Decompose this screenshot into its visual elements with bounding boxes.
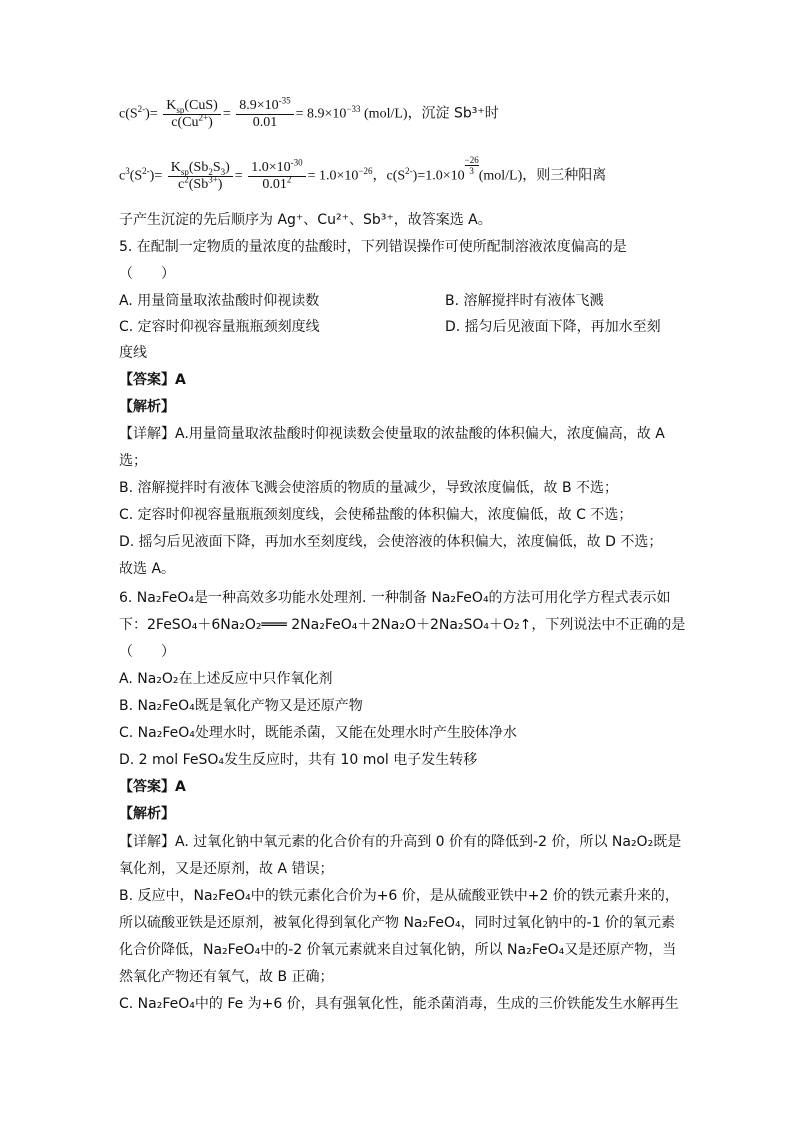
eq1-lhs-sup: 2- xyxy=(137,104,146,115)
q5-detail-4: C. 定容时仰视容量瓶瓶颈刻度线，会使稀盐酸的体积偏大，浓度偏低，故 C 不选； xyxy=(119,507,633,523)
eq2-ksp-sub: sp xyxy=(180,166,189,177)
q6-detail-1: 【详解】A. 过氧化钠中氧元素的化合价有的升高到 0 价有的降低到-2 价，所以 Na₂O₂既是 xyxy=(119,834,682,850)
eq2-c2-sup: 2- xyxy=(405,166,413,176)
eq2-tail: ，则三种阳离 xyxy=(522,167,607,184)
eq2-val-den: 0.01 xyxy=(262,176,287,192)
q6-analysis-label: 【解析】 xyxy=(119,806,175,822)
eq2-exponent-frac: $\frac{-26}{3}$ xyxy=(464,155,479,176)
eq2-comma: ， xyxy=(372,167,387,184)
eq1-equals: = xyxy=(222,106,231,122)
eq1-tail: ，沉淀 Sb³⁺时 xyxy=(407,105,499,122)
eq1-ksp-sub: sp xyxy=(176,104,185,115)
q5-option-a: A. 用量筒量取浓盐酸时仰视读数 xyxy=(119,293,320,309)
eq1-frac-values xyxy=(236,95,293,131)
eq2-frac-ksp xyxy=(168,160,233,193)
q5-detail-5: D. 摇匀后见液面下降，再加水至刻度线，会使溶液的体积偏大，浓度偏低，故 D 不选； xyxy=(119,534,663,550)
eq2-val-num-sup: -30 xyxy=(290,157,303,168)
eq2-ksp-sub3: 3 xyxy=(220,166,226,177)
eq2-lhs-sup: 3 xyxy=(125,166,130,176)
eq2-lhs-end: )= xyxy=(149,168,163,184)
q6-detail-4: 所以硫酸亚铁是还原剂，被氧化得到氧化产物 Na₂FeO₄，同时过氧化钠中的-1 价的氧元素 xyxy=(119,915,676,931)
eq2-lhs-paren: (S xyxy=(129,168,143,184)
q5-detail-6: 故选 A。 xyxy=(119,561,176,577)
eq2-lhs-paren-sup: 2- xyxy=(142,166,150,176)
q6-option-a: A. Na₂O₂在上述反应中只作氧化剂 xyxy=(119,671,333,687)
q6-option-b: B. Na₂FeO₄既是氧化产物又是还原产物 xyxy=(119,698,363,714)
eq2-den: c xyxy=(178,176,185,192)
eq2-c2: c(S xyxy=(386,168,406,184)
eq2-exp-den: 3 xyxy=(465,165,479,176)
eq2-equals: = xyxy=(234,168,243,184)
q6-option-d: D. 2 mol FeSO₄发生反应时，共有 10 mol 电子发生转移 xyxy=(119,752,478,768)
eq1-unit: (mol/L) xyxy=(360,106,408,122)
eq1-den-end: ) xyxy=(208,115,213,130)
eq1-val-den: 0.01 xyxy=(252,115,278,130)
q5-stem: 5. 在配制一定物质的量浓度的盐酸时，下列错误操作可使所配制溶液浓度偏高的是 xyxy=(119,239,627,255)
q5-option-c: C. 定容时仰视容量瓶瓶颈刻度线 xyxy=(119,319,320,335)
q6-stem-2: 下：2FeSO₄＋6Na₂O₂═══ 2Na₂FeO₄＋2Na₂O＋2Na₂SO₄＋O₂↑，下列说法中不正确的是 xyxy=(119,617,686,633)
q6-stem-1: 6. Na₂FeO₄是一种高效多功能水处理剂. 一种制备 Na₂FeO₄的方法可用化学方程式表示如 xyxy=(119,590,671,606)
eq2-c2-end: )=1.0×10 xyxy=(412,168,465,184)
q6-answer: 【答案】A xyxy=(119,779,186,795)
eq1-result: = 8.9×10 xyxy=(295,106,347,122)
q6-detail-7: C. Na₂FeO₄中的 Fe 为+6 价，具有强氧化性，能杀菌消毒，生成的三价铁能发生水解再生 xyxy=(119,996,679,1012)
eq1-lhs-end: )= xyxy=(145,106,158,122)
eq2-result-sup: −26 xyxy=(358,166,373,176)
eq1-den: c(Cu xyxy=(171,115,199,130)
q5-option-d-cont: 度线 xyxy=(119,345,147,361)
eq2-val-num: 1.0×10 xyxy=(251,159,291,175)
eq1-result-sup: −33 xyxy=(346,104,361,115)
q5-blank: （ ） xyxy=(119,266,175,282)
q6-option-c: C. Na₂FeO₄处理水时，既能杀菌，又能在处理水时产生胶体净水 xyxy=(119,725,517,741)
eq2-frac-values xyxy=(248,157,305,193)
eq2-ksp-end: ) xyxy=(225,159,230,175)
eq2-exp-num: 26 xyxy=(469,155,479,165)
eq1-val-num: 8.9×10 xyxy=(239,98,279,113)
eq2-den-sup: 2 xyxy=(184,174,189,185)
eq1-frac-ksp xyxy=(163,98,221,131)
eq1-ksp-paren: (CuS) xyxy=(184,98,218,113)
eq2-ksp-paren: (Sb xyxy=(188,159,209,175)
q5-option-d: D. 摇匀后见液面下降，再加水至刻 xyxy=(445,319,661,335)
eq2-ksp-sub2: 2 xyxy=(208,166,213,177)
eq2-val-den-sup: 2 xyxy=(286,174,292,185)
eq2-result: = 1.0×10 xyxy=(307,168,359,184)
eq1-den-sup: 2+ xyxy=(198,112,209,123)
eq2-unit: (mol/L) xyxy=(478,168,523,184)
q5-option-b: B. 溶解搅拌时有液体飞溅 xyxy=(445,293,604,309)
eq1-lhs: c(S xyxy=(119,106,138,122)
q6-detail-5: 化合价降低，Na₂FeO₄中的-2 价氧元素就来自过氧化钠，所以 Na₂FeO₄又是还原产物，当 xyxy=(119,942,677,958)
q6-detail-6: 然氧化产物还有氧气，故 B 正确； xyxy=(119,969,334,985)
eq1-ksp: K xyxy=(166,98,177,113)
q6-detail-2: 氧化剂，又是还原剂，故 A 错误； xyxy=(119,861,334,877)
q5-detail-3: B. 溶解搅拌时有液体飞溅会使溶质的物质的量减少，导致浓度偏低，故 B 不选； xyxy=(119,480,619,496)
equation-cus xyxy=(119,95,499,131)
q5-detail-1: 【详解】A.用量筒量取浓盐酸时仰视读数会使量取的浓盐酸的体积偏大，浓度偏高，故 A xyxy=(119,426,665,442)
eq2-den-sup2: 3+ xyxy=(208,174,218,185)
equation-sb2s3 xyxy=(119,155,606,193)
conclusion-line: 子产生沉淀的先后顺序为 Ag⁺、Cu²⁺、Sb³⁺，故答案选 A。 xyxy=(119,212,492,228)
q5-detail-2: 选； xyxy=(119,453,147,469)
q5-analysis-label: 【解析】 xyxy=(119,399,175,415)
eq2-ksp: K xyxy=(170,159,181,175)
eq2-ksp-s: S xyxy=(212,159,221,175)
q6-stem-3: （ ） xyxy=(119,644,175,660)
eq1-val-num-sup: -35 xyxy=(278,95,291,106)
q6-detail-3: B. 反应中，Na₂FeO₄中的铁元素化合价为+6 价，是从硫酸亚铁中+2 价的铁元素升来的， xyxy=(119,888,679,904)
q5-answer: 【答案】A xyxy=(119,372,186,388)
eq2-lhs: c xyxy=(119,168,126,184)
eq2-den-paren: (Sb xyxy=(188,176,209,192)
eq2-den-end: ) xyxy=(217,176,223,192)
